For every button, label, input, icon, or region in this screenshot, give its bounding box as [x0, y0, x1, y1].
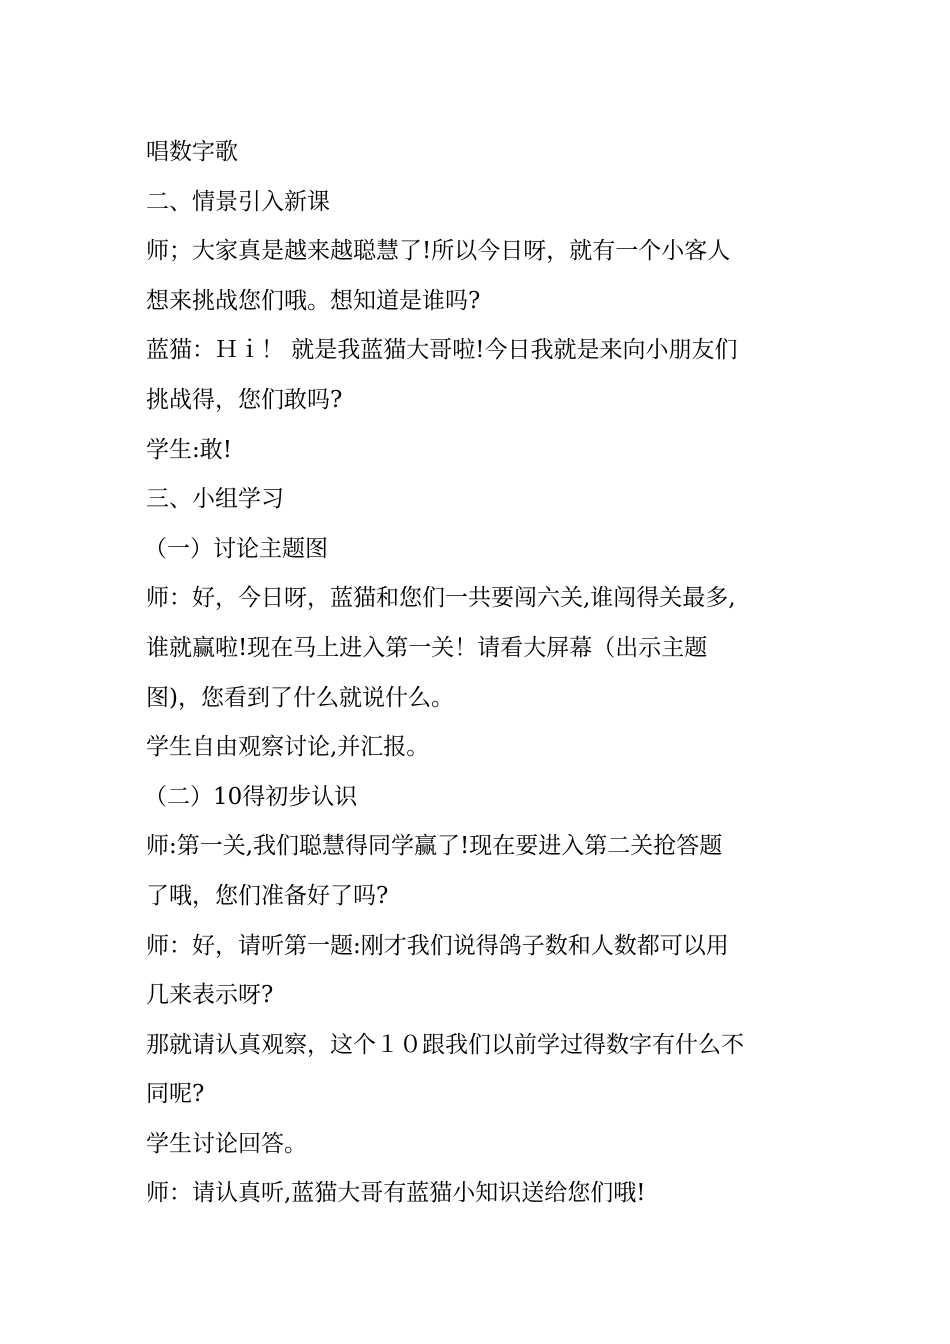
text-line: 同呢? [146, 1081, 205, 1108]
text-line: 师；大家真是越来越聪慧了!所以今日呀，就有一个小客人 [146, 238, 731, 265]
subsection-heading: （一）讨论主题图 [144, 535, 328, 562]
section-heading: 二、情景引入新课 [146, 188, 330, 215]
text-line: 唱数字歌 [146, 139, 238, 165]
text-line: 师：好，请听第一题:刚才我们说得鸽子数和人数都可以用 [146, 932, 729, 959]
text-line: 学生讨论回答。 [146, 1130, 307, 1157]
text-line: 那就请认真观察，这个１０跟我们以前学过得数字有什么不 [146, 1031, 744, 1058]
text-line: 蓝猫：Ｈｉ！ 就是我蓝猫大哥啦!今日我就是来向小朋友们 [146, 337, 738, 364]
text-line: 师：好，今日呀，蓝猫和您们一共要闯六关,谁闯得关最多, [146, 585, 736, 612]
text-line: 挑战得，您们敢吗? [146, 386, 343, 413]
text-line: 学生自由观察讨论,并汇报。 [146, 734, 430, 761]
text-line: 师：请认真听,蓝猫大哥有蓝猫小知识送给您们哦! [146, 1180, 646, 1207]
section-heading: 三、小组学习 [146, 486, 284, 513]
text-line: 图)，您看到了什么就说什么。 [146, 684, 454, 711]
text-line: 几来表示呀? [146, 982, 274, 1009]
text-line: 了哦，您们准备好了吗? [146, 882, 389, 909]
text-line: 谁就赢啦!现在马上进入第一关！请看大屏幕（出示主题 [146, 634, 708, 661]
document-body [146, 128, 826, 1219]
subsection-heading: （二）10得初步认识 [144, 783, 358, 810]
text-line: 想来挑战您们哦。想知道是谁吗? [146, 287, 481, 314]
text-line: 师:第一关,我们聪慧得同学赢了!现在要进入第二关抢答题 [146, 833, 723, 860]
text-line: 学生:敢! [146, 436, 232, 463]
